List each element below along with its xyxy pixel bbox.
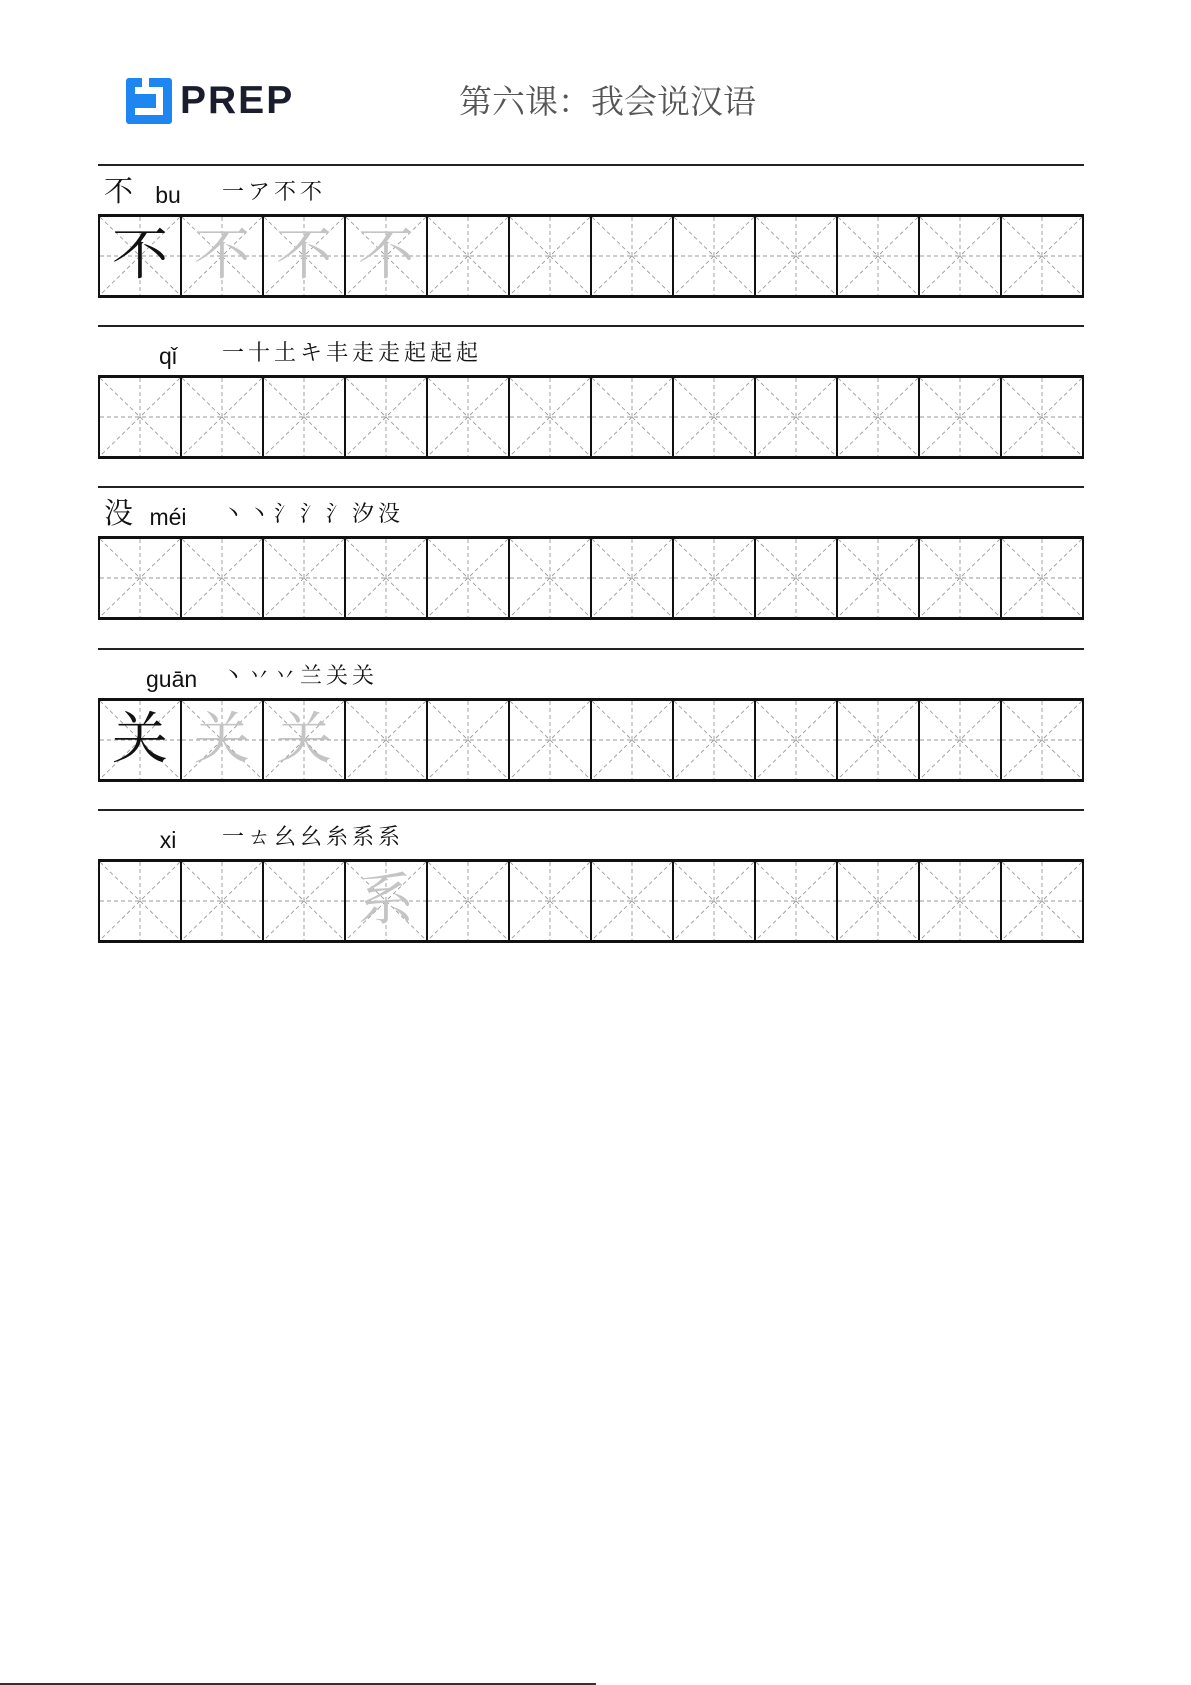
section-pinyin: guān xyxy=(146,666,198,692)
cell-guide-lines xyxy=(264,539,344,617)
practice-cell[interactable] xyxy=(1002,378,1082,456)
practice-cell[interactable] xyxy=(346,701,428,779)
cell-guide-lines xyxy=(428,701,508,779)
practice-cell[interactable] xyxy=(264,378,346,456)
practice-cell[interactable] xyxy=(346,217,428,295)
practice-cell[interactable] xyxy=(756,701,838,779)
cell-guide-lines xyxy=(920,378,1000,456)
cell-guide-lines xyxy=(100,378,180,456)
practice-grid xyxy=(98,536,1084,620)
practice-cell[interactable] xyxy=(100,701,182,779)
practice-cell[interactable] xyxy=(428,862,510,940)
section-divider xyxy=(98,486,1084,488)
practice-cell[interactable] xyxy=(838,378,920,456)
practice-cell[interactable] xyxy=(182,862,264,940)
cell-guide-lines xyxy=(920,539,1000,617)
cell-guide-lines xyxy=(674,701,754,779)
practice-cell[interactable] xyxy=(674,378,756,456)
cell-guide-lines xyxy=(1002,862,1082,940)
practice-cell[interactable] xyxy=(100,539,182,617)
cell-guide-lines xyxy=(674,378,754,456)
cell-guide-lines xyxy=(428,862,508,940)
practice-cell[interactable] xyxy=(1002,862,1082,940)
section-divider xyxy=(98,648,1084,650)
cell-guide-lines xyxy=(592,862,672,940)
cell-guide-lines xyxy=(1002,217,1082,295)
prep-logo-icon xyxy=(126,78,172,124)
practice-cell[interactable] xyxy=(920,378,1002,456)
trace-character: 不 xyxy=(276,223,332,288)
cell-guide-lines xyxy=(592,378,672,456)
practice-cell[interactable] xyxy=(756,378,838,456)
section-divider xyxy=(98,164,1084,166)
cell-guide-lines xyxy=(510,862,590,940)
practice-cell[interactable] xyxy=(920,217,1002,295)
cell-guide-lines xyxy=(592,217,672,295)
stroke-order: 丶丶氵氵氵汐没 xyxy=(222,502,405,527)
section-character: 不 xyxy=(104,174,134,208)
practice-cell[interactable] xyxy=(510,539,592,617)
section-pinyin: qǐ xyxy=(159,343,177,369)
cell-guide-lines xyxy=(674,862,754,940)
practice-cell[interactable] xyxy=(674,217,756,295)
practice-cell[interactable] xyxy=(674,539,756,617)
trace-character: 不 xyxy=(358,223,414,288)
practice-cell[interactable] xyxy=(838,701,920,779)
cell-guide-lines xyxy=(100,862,180,940)
trace-character: 关 xyxy=(276,707,332,772)
practice-cell[interactable] xyxy=(100,378,182,456)
cell-guide-lines xyxy=(756,539,836,617)
practice-cell[interactable] xyxy=(838,862,920,940)
practice-cell[interactable] xyxy=(1002,217,1082,295)
cell-guide-lines xyxy=(838,378,918,456)
practice-grid xyxy=(98,859,1084,943)
cell-guide-lines xyxy=(756,378,836,456)
practice-cell[interactable] xyxy=(428,378,510,456)
cell-guide-lines xyxy=(756,701,836,779)
cell-guide-lines xyxy=(1002,378,1082,456)
practice-cell[interactable] xyxy=(264,539,346,617)
practice-cell[interactable] xyxy=(182,539,264,617)
practice-cell[interactable] xyxy=(920,539,1002,617)
practice-cell[interactable] xyxy=(1002,539,1082,617)
model-character: 不 xyxy=(112,223,168,288)
practice-cell[interactable] xyxy=(264,701,346,779)
cell-guide-lines xyxy=(182,862,262,940)
cell-guide-lines xyxy=(182,378,262,456)
practice-cell[interactable] xyxy=(592,217,674,295)
stroke-order: 一十土キ丰走走起起起 xyxy=(222,341,483,366)
practice-cell[interactable] xyxy=(428,701,510,779)
practice-cell[interactable] xyxy=(510,862,592,940)
practice-grid xyxy=(98,214,1084,298)
cell-guide-lines xyxy=(920,217,1000,295)
practice-cell[interactable] xyxy=(1002,701,1082,779)
practice-cell[interactable] xyxy=(592,539,674,617)
practice-cell[interactable] xyxy=(346,378,428,456)
practice-grid xyxy=(98,375,1084,459)
cell-guide-lines xyxy=(838,862,918,940)
practice-cell[interactable] xyxy=(510,378,592,456)
practice-cell[interactable] xyxy=(182,378,264,456)
cell-guide-lines xyxy=(264,378,344,456)
practice-cell[interactable] xyxy=(510,701,592,779)
practice-cell[interactable] xyxy=(510,217,592,295)
practice-cell[interactable] xyxy=(838,217,920,295)
section-pinyin: bu xyxy=(155,182,181,208)
section-divider xyxy=(98,809,1084,811)
section-divider xyxy=(98,325,1084,327)
cell-guide-lines xyxy=(346,378,426,456)
cell-guide-lines xyxy=(428,378,508,456)
cell-guide-lines xyxy=(838,539,918,617)
cell-guide-lines xyxy=(1002,539,1082,617)
practice-cell[interactable] xyxy=(100,862,182,940)
cell-guide-lines xyxy=(756,217,836,295)
stroke-order: 一ㄊ幺幺糸系系 xyxy=(222,825,405,850)
trace-character: 系 xyxy=(358,868,414,933)
logo-text: PREP xyxy=(180,79,295,122)
section-pinyin: méi xyxy=(149,504,187,530)
stroke-order: 丶丷丷兰关关 xyxy=(222,664,379,689)
cell-guide-lines xyxy=(838,217,918,295)
practice-grid xyxy=(98,698,1084,782)
practice-cell[interactable] xyxy=(592,378,674,456)
practice-cell[interactable] xyxy=(346,539,428,617)
cell-guide-lines xyxy=(428,539,508,617)
cell-guide-lines xyxy=(510,701,590,779)
practice-cell[interactable] xyxy=(264,862,346,940)
lesson-title: 第六课：我会说汉语 xyxy=(459,82,756,121)
practice-cell[interactable] xyxy=(428,539,510,617)
cell-guide-lines xyxy=(510,539,590,617)
practice-cell[interactable] xyxy=(756,539,838,617)
practice-cell[interactable] xyxy=(100,217,182,295)
trace-character: 不 xyxy=(194,223,250,288)
cell-guide-lines xyxy=(674,539,754,617)
cell-guide-lines xyxy=(592,539,672,617)
practice-cell[interactable] xyxy=(756,862,838,940)
practice-cell[interactable] xyxy=(838,539,920,617)
cell-guide-lines xyxy=(674,217,754,295)
cell-guide-lines xyxy=(100,539,180,617)
practice-cell[interactable] xyxy=(592,862,674,940)
practice-cell[interactable] xyxy=(674,862,756,940)
cell-guide-lines xyxy=(920,701,1000,779)
trace-character: 关 xyxy=(194,707,250,772)
cell-guide-lines xyxy=(346,701,426,779)
practice-cell[interactable] xyxy=(756,217,838,295)
cell-guide-lines xyxy=(428,217,508,295)
practice-cell[interactable] xyxy=(346,862,428,940)
practice-cell[interactable] xyxy=(182,701,264,779)
practice-cell[interactable] xyxy=(182,217,264,295)
practice-cell[interactable] xyxy=(592,701,674,779)
section-character: 没 xyxy=(104,496,134,530)
practice-cell[interactable] xyxy=(428,217,510,295)
cell-guide-lines xyxy=(182,539,262,617)
cell-guide-lines xyxy=(756,862,836,940)
prep-logo xyxy=(126,77,294,125)
cell-guide-lines xyxy=(264,862,344,940)
practice-cell[interactable] xyxy=(920,862,1002,940)
cell-guide-lines xyxy=(838,701,918,779)
stroke-order: 一ア不不 xyxy=(222,180,327,205)
cell-guide-lines xyxy=(1002,701,1082,779)
practice-cell[interactable] xyxy=(674,701,756,779)
cell-guide-lines xyxy=(346,539,426,617)
practice-cell[interactable] xyxy=(264,217,346,295)
practice-cell[interactable] xyxy=(920,701,1002,779)
cell-guide-lines xyxy=(920,862,1000,940)
section-pinyin: xi xyxy=(159,827,177,853)
model-character: 关 xyxy=(112,707,168,772)
cell-guide-lines xyxy=(510,217,590,295)
cell-guide-lines xyxy=(592,701,672,779)
cell-guide-lines xyxy=(510,378,590,456)
